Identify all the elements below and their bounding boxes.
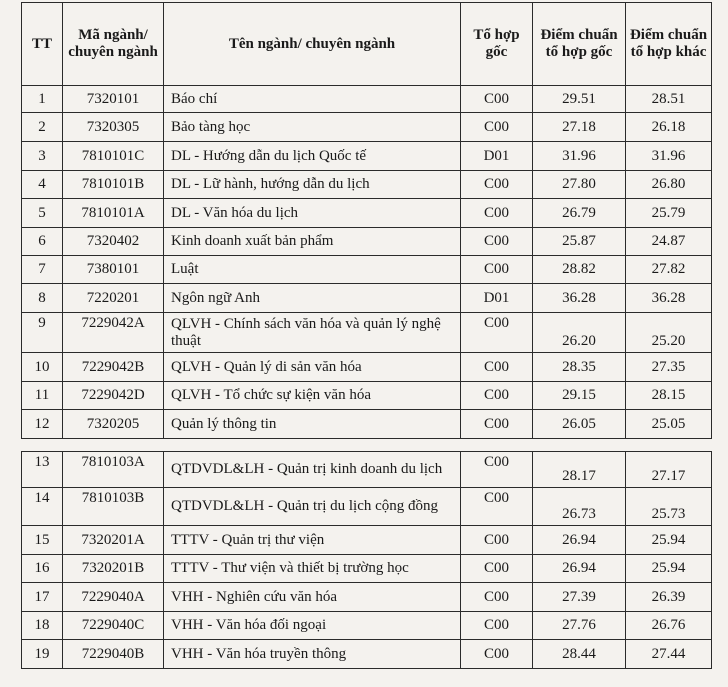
row-score-orig: 31.96 [533,142,626,171]
row-score-other: 27.44 [626,640,712,669]
row-combo: D01 [461,284,533,313]
row-score-other: 25.94 [626,555,712,583]
row-combo: C00 [461,353,533,382]
row-tt: 15 [22,526,63,555]
row-score-other: 27.17 [626,452,712,488]
row-tt: 14 [22,488,63,526]
table-row [22,142,712,171]
row-score-orig: 26.94 [533,555,626,583]
table-row [22,526,712,555]
row-score-orig: 36.28 [533,284,626,313]
row-score-other: 25.20 [626,313,712,353]
row-combo: C00 [461,171,533,199]
row-score-other: 25.79 [626,199,712,228]
row-tt: 19 [22,640,63,669]
table-row [22,199,712,228]
row-code: 7320201A [63,526,164,555]
row-score-orig: 29.51 [533,86,626,113]
row-score-orig: 26.79 [533,199,626,228]
row-tt: 6 [22,228,63,256]
row-score-other: 26.39 [626,583,712,612]
row-code: 7220201 [63,284,164,313]
header-score-other: Điểm chuẩn tổ hợp khác [626,3,712,86]
row-code: 7320205 [63,410,164,439]
table-row [22,583,712,612]
row-name: QLVH - Quản lý di sản văn hóa [164,353,461,382]
row-combo: C00 [461,452,533,488]
row-score-other: 25.94 [626,526,712,555]
row-score-orig: 28.44 [533,640,626,669]
header-combo: Tổ hợp gốc [461,3,533,86]
row-combo: D01 [461,142,533,171]
row-score-other: 27.82 [626,256,712,284]
row-score-orig: 27.39 [533,583,626,612]
row-score-orig: 28.35 [533,353,626,382]
row-score-other: 28.51 [626,86,712,113]
row-combo: C00 [461,113,533,142]
row-score-orig: 25.87 [533,228,626,256]
row-code: 7320101 [63,86,164,113]
row-name: TTTV - Thư viện và thiết bị trường học [164,555,461,583]
row-name: VHH - Văn hóa truyền thông [164,640,461,669]
admission-scores-table [21,2,712,439]
table-row [22,410,712,439]
table-row [22,488,712,526]
table-row [22,313,712,353]
row-name: Luật [164,256,461,284]
row-code: 7229042D [63,382,164,410]
table-row [22,113,712,142]
row-combo: C00 [461,199,533,228]
row-name: DL - Hướng dẫn du lịch Quốc tế [164,142,461,171]
row-code: 7810103A [63,452,164,488]
row-code: 7229040C [63,612,164,640]
table-header-row [22,3,712,86]
admission-scores-table-continued [21,451,712,669]
row-code: 7320305 [63,113,164,142]
row-combo: C00 [461,256,533,284]
row-score-other: 27.35 [626,353,712,382]
row-combo: C00 [461,410,533,439]
row-tt: 16 [22,555,63,583]
row-tt: 18 [22,612,63,640]
row-score-other: 26.80 [626,171,712,199]
row-name: QLVH - Tổ chức sự kiện văn hóa [164,382,461,410]
row-combo: C00 [461,86,533,113]
row-combo: C00 [461,555,533,583]
row-score-other: 31.96 [626,142,712,171]
row-tt: 4 [22,171,63,199]
row-tt: 8 [22,284,63,313]
header-code: Mã ngành/ chuyên ngành [63,3,164,86]
row-score-orig: 28.82 [533,256,626,284]
row-combo: C00 [461,640,533,669]
header-name: Tên ngành/ chuyên ngành [164,3,461,86]
row-code: 7380101 [63,256,164,284]
table-row [22,228,712,256]
row-name: QLVH - Chính sách văn hóa và quản lý nghệ thuật [164,313,461,353]
table-row [22,284,712,313]
row-name: Bảo tàng học [164,113,461,142]
row-score-orig: 29.15 [533,382,626,410]
row-name: QTDVDL&LH - Quản trị kinh doanh du lịch [164,452,461,488]
table-row [22,171,712,199]
row-tt: 2 [22,113,63,142]
table-row [22,382,712,410]
row-score-other: 26.18 [626,113,712,142]
row-code: 7810103B [63,488,164,526]
table-row [22,86,712,113]
table-row [22,612,712,640]
header-tt: TT [22,3,63,86]
row-score-orig: 27.76 [533,612,626,640]
table-row [22,256,712,284]
row-score-orig: 26.05 [533,410,626,439]
row-score-orig: 27.18 [533,113,626,142]
row-name: Kinh doanh xuất bản phẩm [164,228,461,256]
row-score-other: 25.05 [626,410,712,439]
row-combo: C00 [461,583,533,612]
row-combo: C00 [461,612,533,640]
row-code: 7810101B [63,171,164,199]
table-row [22,452,712,488]
row-score-orig: 27.80 [533,171,626,199]
row-name: DL - Văn hóa du lịch [164,199,461,228]
table-row [22,555,712,583]
row-score-orig: 26.73 [533,488,626,526]
row-combo: C00 [461,382,533,410]
row-name: VHH - Nghiên cứu văn hóa [164,583,461,612]
row-score-other: 28.15 [626,382,712,410]
row-tt: 3 [22,142,63,171]
row-tt: 9 [22,313,63,353]
row-code: 7320402 [63,228,164,256]
row-tt: 12 [22,410,63,439]
row-name: Ngôn ngữ Anh [164,284,461,313]
header-score-orig: Điểm chuẩn tổ hợp gốc [533,3,626,86]
row-score-orig: 26.94 [533,526,626,555]
row-code: 7229040B [63,640,164,669]
table-row [22,640,712,669]
row-code: 7320201B [63,555,164,583]
row-code: 7229042A [63,313,164,353]
row-score-orig: 28.17 [533,452,626,488]
row-code: 7810101A [63,199,164,228]
row-tt: 7 [22,256,63,284]
row-code: 7229040A [63,583,164,612]
row-code: 7810101C [63,142,164,171]
row-name: Báo chí [164,86,461,113]
row-score-other: 24.87 [626,228,712,256]
row-code: 7229042B [63,353,164,382]
row-combo: C00 [461,228,533,256]
row-score-orig: 26.20 [533,313,626,353]
row-tt: 5 [22,199,63,228]
row-tt: 11 [22,382,63,410]
row-score-other: 25.73 [626,488,712,526]
row-combo: C00 [461,313,533,353]
row-tt: 17 [22,583,63,612]
row-tt: 1 [22,86,63,113]
row-tt: 13 [22,452,63,488]
row-name: VHH - Văn hóa đối ngoại [164,612,461,640]
row-name: Quản lý thông tin [164,410,461,439]
row-tt: 10 [22,353,63,382]
row-score-other: 36.28 [626,284,712,313]
row-name: DL - Lữ hành, hướng dẫn du lịch [164,171,461,199]
row-combo: C00 [461,488,533,526]
row-combo: C00 [461,526,533,555]
table-row [22,353,712,382]
row-name: QTDVDL&LH - Quản trị du lịch cộng đồng [164,488,461,526]
row-name: TTTV - Quản trị thư viện [164,526,461,555]
row-score-other: 26.76 [626,612,712,640]
